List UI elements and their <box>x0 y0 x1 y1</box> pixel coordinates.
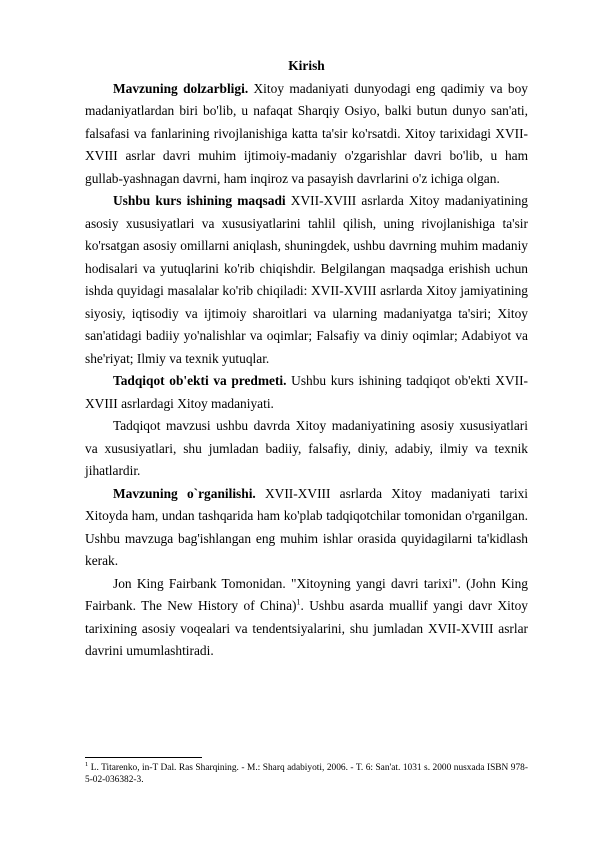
footnote-reference[interactable]: 1 <box>296 597 301 607</box>
paragraph-fairbank <box>85 573 528 663</box>
paragraph-text: Tadqiqot mavzusi ushbu davrda Xitoy madaniyatining asosiy xususiyatlari va xususiyatlari, shu jumladan badiiy, falsafiy, diniy, adabiy, ilmiy va texnik jihatlardir. <box>85 418 528 478</box>
page-title: Kirish <box>288 58 325 73</box>
paragraph-heading: Ushbu kurs ishining maqsadi <box>113 193 286 208</box>
footnote-text: L. Titarenko, in-T Dal. Ras Sharqining. - M.: Sharq adabiyoti, 2006. - T. 6: San'at. 1031 s. 2000 nusxada ISBN 978-5-02-036382-3. <box>85 763 528 785</box>
paragraph-text: Jon King Fairbank Tomonidan. "Xitoyning yangi davri tarixi". (John King Fairbank. The New History of China) <box>85 575 528 613</box>
paragraph-subject <box>85 415 528 483</box>
paragraph-relevance <box>85 78 528 191</box>
paragraph-purpose <box>85 190 528 370</box>
paragraph-object <box>85 370 528 415</box>
footnote <box>85 762 528 786</box>
paragraph-text: Xitoy madaniyati dunyodagi eng qadimiy va boy madaniyatlardan biri bo'lib, u nafaqat Sharqiy Osiyo, balki butun dunyo san'ati, falsafasi va fanlarining rivojlanishiga katta ta'sir ko'rsatdi. Xitoy tarixidagi XVII-XVIII asrlar davri muhim ijtimoiy-madaniy o'zgarishlar davri bo'lib, u ham gullab-yashnagan davrni, ham inqiroz va pasayish davrlarini o'z ichiga olgan. <box>85 80 528 186</box>
footnote-divider <box>85 757 202 758</box>
paragraph-text: XVII-XVIII asrlarda Xitoy madaniyati tarixi Xitoyda ham, undan tashqarida ham ko'plab tadqiqotchilar tomonidan o'rganilgan. Ushbu mavzuga bag'ishlangan eng muhim ishlar orasida quyidagilarni ta'kidlash kerak. <box>85 485 528 568</box>
footnote-marker: 1 <box>85 760 89 768</box>
paragraph-heading: Mavzuning o`rganilishi. <box>113 485 256 501</box>
paragraph-text: XVII-XVIII asrlarda Xitoy madaniyatining asosiy xususiyatlari va xususiyatlarini tahlil qilish, uning rivojlanishiga ta'sir ko'rsatgan asosiy omillarni aniqlash, shuningdek, ushbu davrning muhim madaniy hodisalari va yutuqlarini ko'rib chiqishdir. Belgilangan maqsadga erishish uchun ishda quyidagi masalalar ko'rib chiqiladi: XVII-XVIII asrlarda Xitoy jamiyatining siyosiy, iqtisodiy va ijtimoiy sharoitlari va ularning madaniyatga ta'siri; Xitoy san'atidagi badiiy yo'nalishlar va oqimlar; Falsafiy va diniy oqimlar; Adabiyot va she'riyat; Ilmiy va texnik yutuqlar. <box>85 193 528 366</box>
paragraph-heading: Tadqiqot ob'ekti va predmeti. <box>113 373 287 388</box>
paragraph-heading: Mavzuning dolzarbligi. <box>113 80 249 96</box>
paragraph-study <box>85 483 528 573</box>
paragraph-text-continued: . Ushbu asarda muallif yangi davr Xitoy tarixining asosiy voqealari va tendentsiyalarini, shu jumladan XVII-XVIII asrlar davrini umumlashtiradi. <box>85 598 528 658</box>
paragraph-text: Ushbu kurs ishining tadqiqot ob'ekti XVII-XVIII asrlardagi Xitoy madaniyati. <box>85 373 528 411</box>
document-body <box>85 55 528 663</box>
